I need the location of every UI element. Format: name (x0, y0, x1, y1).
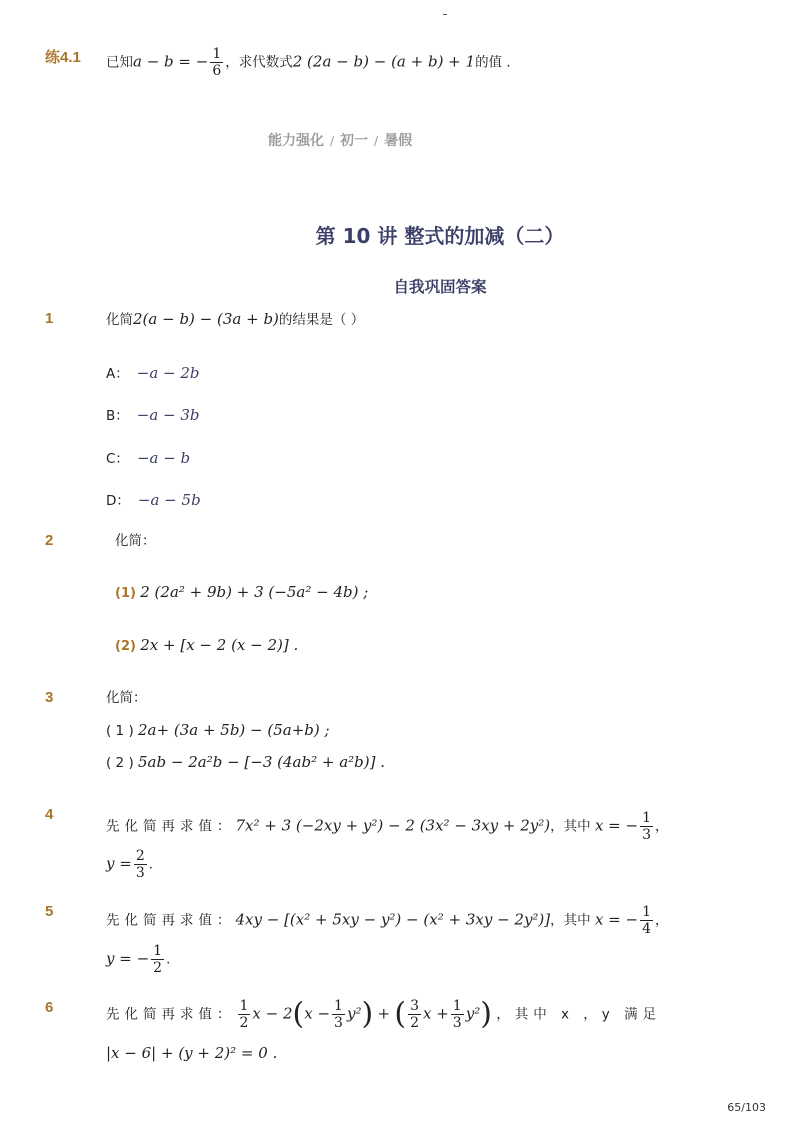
breadcrumb-item: 能力强化 (268, 133, 324, 149)
question-number: 5 (45, 903, 54, 920)
expression: 2 (2a − b) − (a + b) + 1 (292, 52, 476, 71)
question-text: 化简： (115, 533, 156, 549)
choice-b[interactable]: B： −a − 3b (106, 406, 200, 424)
question-text: 先化简再求值：7x² + 3 (−2xy + y²) − 2 (3x² − 3xy + 2y²)，其中 x = − $\frac{1}{3}$ ， (106, 810, 669, 843)
question-number: 6 (45, 999, 54, 1016)
choice-d[interactable]: D： −a − 5b (106, 491, 201, 509)
sub-question: ( 1 ) 2a+ (3a + 5b) − (5a+b) ; (106, 721, 330, 739)
choice-a[interactable]: A： −a − 2b (106, 364, 200, 382)
question-text: 先化简再求值：4xy − [(x² + 5xy − y²) − (x² + 3xy − 2y²)]，其中 x = − $\frac{1}{4}$ ， (106, 904, 669, 937)
exercise-number: 练4.1 (45, 49, 81, 66)
question-text-line2: y = $\frac{2}{3}$ . (106, 848, 154, 881)
question-number: 4 (45, 806, 54, 823)
breadcrumb-item: 初一 (340, 133, 369, 149)
question-text: 化简： (106, 690, 147, 706)
question-number: 3 (45, 689, 54, 706)
fraction: $\frac{1}{6}$ (212, 46, 222, 79)
question-number: 1 (45, 310, 54, 327)
question-text-line2: y = − $\frac{1}{2}$ . (106, 943, 171, 976)
condition-expr: a − b = − (133, 52, 209, 71)
text-prefix: 已知 (106, 54, 133, 71)
question-text-line2: |x − 6| + (y + 2)² = 0 . (106, 1044, 278, 1062)
breadcrumb-separator: / (374, 134, 379, 148)
text-middle: ，求代数式 (225, 54, 293, 71)
question-text: 先化简再求值： $\frac{1}{2}$ x − 2(x − $\frac{1}{3}$ y²) + ( $\frac{3}{2}$ x + $\frac{1}{3}$ y²) ，其中 x ，y 满足 (106, 996, 662, 1032)
breadcrumb-item: 暑假 (384, 133, 413, 149)
question-number: 2 (45, 532, 54, 549)
sub-question: ( 2 ) 5ab − 2a²b − [−3 (4ab² + a²b)] . (106, 753, 386, 771)
question-text: 化简2(a − b) − (3a + b)的结果是（ ） (106, 310, 365, 328)
exercise-4-1-text (106, 46, 511, 79)
top-mark (443, 14, 447, 15)
section-title: 自我巩固答案 (393, 278, 487, 296)
sub-question: (2) 2x + [x − 2 (x − 2)] . (115, 636, 299, 654)
breadcrumb (268, 130, 412, 150)
lecture-title: 第 10 讲 整式的加减（二） (315, 224, 565, 248)
sub-question: (1) 2 (2a² + 9b) + 3 (−5a² − 4b) ; (115, 583, 369, 601)
text-suffix: 的值 . (475, 54, 511, 71)
choice-c[interactable]: C： −a − b (106, 449, 191, 467)
page-number: 65/103 (727, 1101, 766, 1114)
breadcrumb-separator: / (330, 134, 335, 148)
